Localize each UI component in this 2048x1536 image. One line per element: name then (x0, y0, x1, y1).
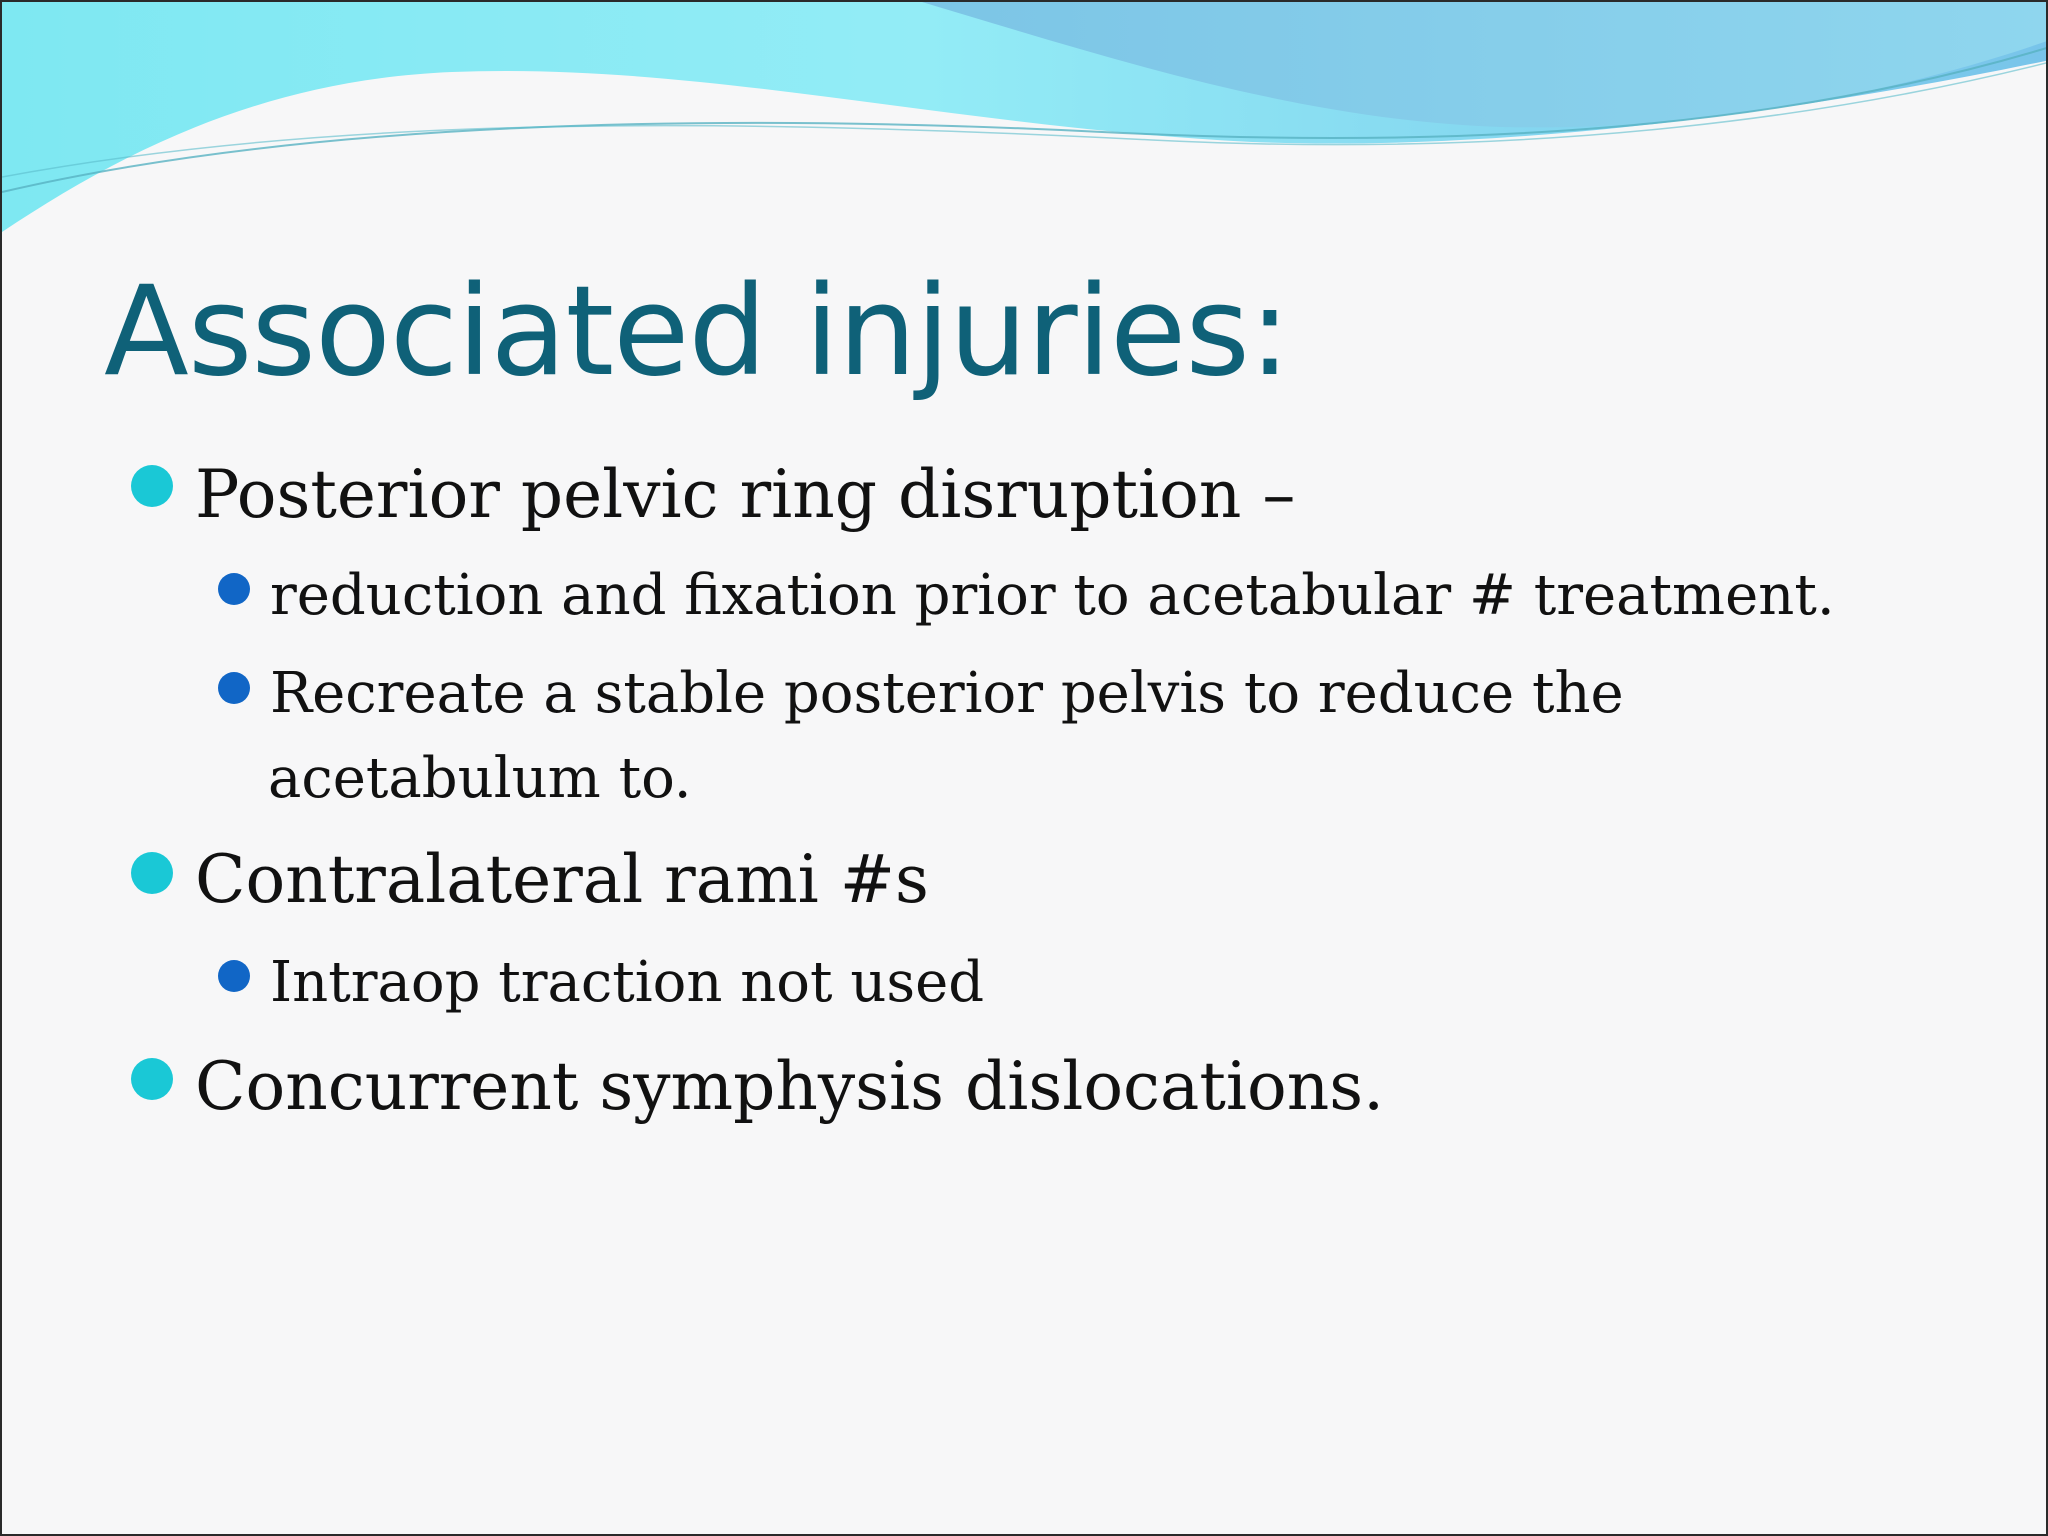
slide-title: Associated injuries: (104, 260, 1290, 404)
list-item-text: Posterior pelvic ring disruption – (195, 456, 1296, 533)
bullet-dot-icon (218, 672, 250, 704)
list-item-text-continued: acetabulum to. (268, 746, 692, 811)
bullet-dot-icon (131, 852, 173, 894)
bullet-dot-icon (218, 960, 250, 992)
bullet-list (2, 2, 2048, 1536)
list-item-text: Concurrent symphysis dislocations. (195, 1048, 1385, 1125)
list-item-text: reduction and fixation prior to acetabular # treatment. (270, 563, 1835, 628)
list-item-text: Recreate a stable posterior pelvis to reduce the (270, 661, 1624, 726)
list-item-text: Intraop traction not used (270, 950, 985, 1015)
bullet-dot-icon (131, 1058, 173, 1100)
list-item-text: Contralateral rami #s (195, 841, 929, 918)
bullet-dot-icon (218, 573, 250, 605)
bullet-dot-icon (131, 465, 173, 507)
